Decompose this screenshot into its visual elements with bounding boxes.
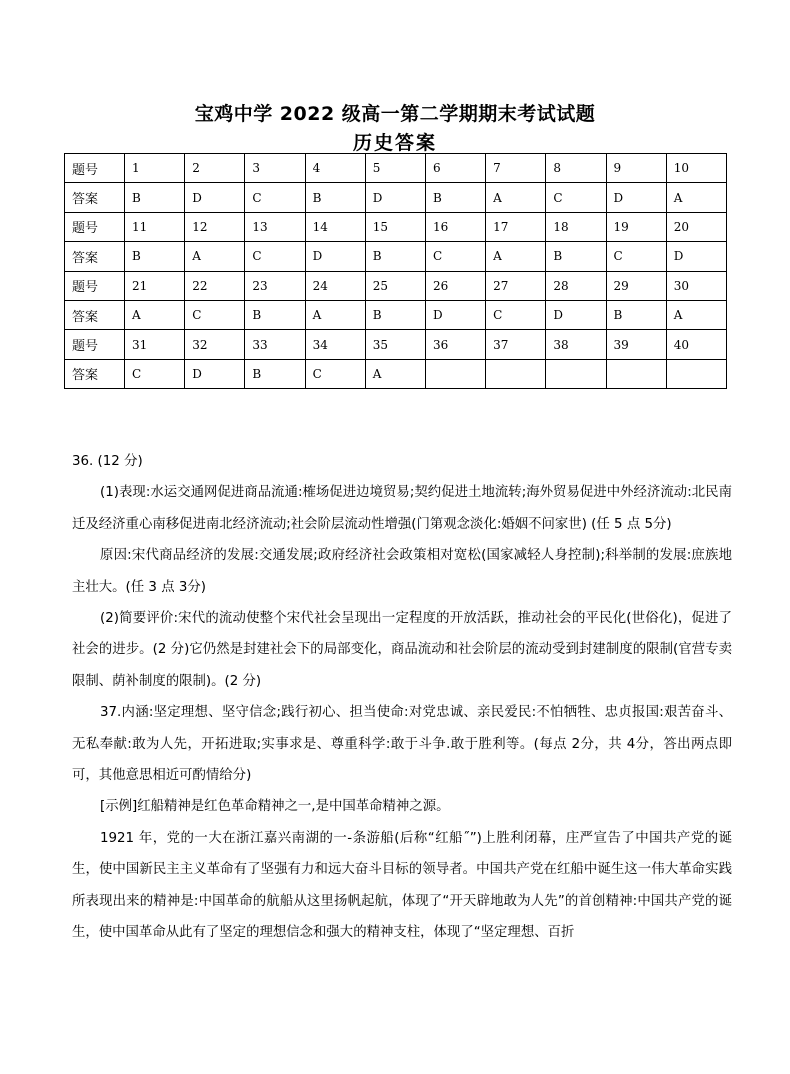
table-cell: 20 <box>666 212 726 241</box>
table-cell: 31 <box>125 330 185 359</box>
table-cell: C <box>546 183 606 212</box>
table-cell: 3 <box>245 154 305 183</box>
table-cell <box>486 359 546 388</box>
document-title: 宝鸡中学 2022 级高一第二学期期末考试试题 <box>194 103 596 125</box>
table-cell <box>425 359 485 388</box>
table-cell: B <box>125 183 185 212</box>
table-row <box>65 183 727 212</box>
table-cell: B <box>365 242 425 271</box>
table-cell: 21 <box>125 271 185 300</box>
document-subtitle: 历史答案 <box>352 132 437 154</box>
row-label: 题号 <box>65 154 125 183</box>
table-cell: 36 <box>425 330 485 359</box>
answer-table <box>64 153 727 389</box>
table-cell: 6 <box>425 154 485 183</box>
table-cell: 22 <box>185 271 245 300</box>
row-label: 题号 <box>65 271 125 300</box>
table-cell: B <box>606 300 666 329</box>
row-label: 题号 <box>65 330 125 359</box>
table-cell: 32 <box>185 330 245 359</box>
table-cell: 13 <box>245 212 305 241</box>
row-label: 答案 <box>65 242 125 271</box>
table-row <box>65 330 727 359</box>
table-cell <box>666 359 726 388</box>
table-cell <box>546 359 606 388</box>
table-cell: 19 <box>606 212 666 241</box>
paragraph: (1)表现:水运交通网促进商品流通:榷场促进边境贸易;契约促进土地流转;海外贸易促进中外经济流动:北民南迁及经济重心南移促进南北经济流动;社会阶层流动性增强(门第观念淡化:婚姻不问家世) (任 5 点 5分) <box>72 485 732 532</box>
table-cell: D <box>666 242 726 271</box>
table-cell: C <box>185 300 245 329</box>
table-cell: 26 <box>425 271 485 300</box>
table-cell: B <box>425 183 485 212</box>
table-cell: D <box>185 359 245 388</box>
table-cell: 29 <box>606 271 666 300</box>
table-cell: C <box>245 242 305 271</box>
row-label: 答案 <box>65 359 125 388</box>
table-cell: 8 <box>546 154 606 183</box>
table-cell: 2 <box>185 154 245 183</box>
table-cell: 34 <box>305 330 365 359</box>
table-cell: A <box>486 242 546 271</box>
table-cell: C <box>245 183 305 212</box>
table-cell: C <box>486 300 546 329</box>
table-cell: 25 <box>365 271 425 300</box>
table-cell: B <box>546 242 606 271</box>
table-cell: 14 <box>305 212 365 241</box>
table-cell: D <box>425 300 485 329</box>
table-cell: 5 <box>365 154 425 183</box>
table-cell: 39 <box>606 330 666 359</box>
table-row <box>65 271 727 300</box>
table-cell: 23 <box>245 271 305 300</box>
table-cell: 24 <box>305 271 365 300</box>
table-row <box>65 154 727 183</box>
table-row <box>65 212 727 241</box>
row-label: 答案 <box>65 183 125 212</box>
table-cell: C <box>125 359 185 388</box>
paragraph: (2)简要评价:宋代的流动使整个宋代社会呈现出一定程度的开放活跃，推动社会的平民化(世俗化)，促进了社会的进步。(2 分)它仍然是封建社会下的局部变化，商品流动和社会阶层的流动受到封建制度的限制(官营专卖限制、荫补制度的限制)。(2 分) <box>72 611 732 689</box>
table-cell: D <box>365 183 425 212</box>
table-cell: D <box>546 300 606 329</box>
table-cell: A <box>185 242 245 271</box>
table-row <box>65 359 727 388</box>
table-cell: 4 <box>305 154 365 183</box>
table-cell <box>606 359 666 388</box>
table-cell: 30 <box>666 271 726 300</box>
table-cell: B <box>245 300 305 329</box>
table-cell: 40 <box>666 330 726 359</box>
table-cell: 18 <box>546 212 606 241</box>
table-cell: 12 <box>185 212 245 241</box>
table-cell: C <box>425 242 485 271</box>
table-cell: 16 <box>425 212 485 241</box>
table-cell: A <box>365 359 425 388</box>
paragraph: [示例]红船精神是红色革命精神之一,是中国革命精神之源。 <box>100 799 450 815</box>
table-cell: 7 <box>486 154 546 183</box>
table-cell: A <box>305 300 365 329</box>
answer-explanations <box>72 446 732 949</box>
table-cell: D <box>606 183 666 212</box>
paragraph: 原因:宋代商品经济的发展:交通发展;政府经济社会政策相对宽松(国家减轻人身控制);科举制的发展:庶族地主壮大。(任 3 点 3分) <box>72 548 732 595</box>
table-cell: 17 <box>486 212 546 241</box>
table-cell: D <box>185 183 245 212</box>
paragraph: 36. (12 分) <box>72 454 143 469</box>
table-cell: 10 <box>666 154 726 183</box>
table-cell: 38 <box>546 330 606 359</box>
row-label: 答案 <box>65 300 125 329</box>
table-cell: 11 <box>125 212 185 241</box>
paragraph: 37.内涵:坚定理想、坚守信念;践行初心、担当使命:对党忠诚、亲民爱民:不怕牺牲、忠贞报国:艰苦奋斗、无私奉献:敢为人先，开拓进取;实事求是、尊重科学:敢于斗争.敢于胜利等。(每点 2分，共 4分，答出两点即可，其他意思相近可酌情给分) <box>72 705 732 784</box>
table-cell: A <box>486 183 546 212</box>
table-cell: B <box>125 242 185 271</box>
table-cell: C <box>305 359 365 388</box>
table-row <box>65 242 727 271</box>
table-cell: 27 <box>486 271 546 300</box>
table-cell: A <box>666 183 726 212</box>
table-cell: 37 <box>486 330 546 359</box>
table-cell: 9 <box>606 154 666 183</box>
table-cell: A <box>125 300 185 329</box>
table-cell: C <box>606 242 666 271</box>
table-cell: 28 <box>546 271 606 300</box>
table-cell: 35 <box>365 330 425 359</box>
row-label: 题号 <box>65 212 125 241</box>
table-cell: 33 <box>245 330 305 359</box>
table-cell: A <box>666 300 726 329</box>
table-cell: 15 <box>365 212 425 241</box>
table-cell: D <box>305 242 365 271</box>
table-cell: B <box>305 183 365 212</box>
paragraph: 1921 年，党的一大在浙江嘉兴南湖的一-条游船(后称“红船˝”)上胜利闭幕，庄严宣告了中国共产党的诞生，使中国新民主主义革命有了坚强有力和远大奋斗目标的领导者。中国共产党在红船中诞生这一伟大革命实践所表现出来的精神是:中国革命的航船从这里扬帆起航，体现了“开天辟地敢为人先”的首创精神:中国共产党的诞生，使中国革命从此有了坚定的理想信念和强大的精神支柱，体现了“坚定理想、百折 <box>72 830 732 941</box>
table-cell: B <box>365 300 425 329</box>
table-row <box>65 300 727 329</box>
table-cell: B <box>245 359 305 388</box>
table-cell: 1 <box>125 154 185 183</box>
